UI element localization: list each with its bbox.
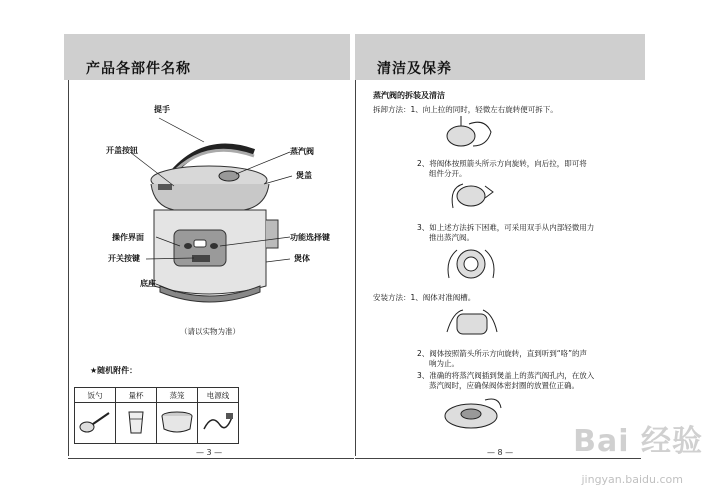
remove-step-2-cont: 组件分开。 bbox=[429, 169, 467, 178]
install-illustration-1 bbox=[443, 304, 503, 344]
remove-illustration-2 bbox=[445, 178, 505, 216]
accessory-steamer-label: 蒸笼 bbox=[157, 388, 198, 403]
label-switch-key: 开关按键 bbox=[108, 254, 140, 263]
accessories-title: ★随机附件： bbox=[90, 366, 138, 375]
left-page-number: — 3 — bbox=[196, 448, 223, 457]
accessory-cord-label: 电源线 bbox=[198, 388, 239, 403]
label-body: 煲体 bbox=[294, 254, 310, 263]
remove-step-2: 2、将阀体按照箭头所示方向旋转，向后拉，即可将 bbox=[417, 159, 587, 168]
install-step-2: 2、阀体按照箭头所示方向旋转，直到听到“咯”的声 bbox=[417, 349, 588, 358]
right-page-number: — 8 — bbox=[487, 448, 514, 457]
install-step-3: 3、准确的将蒸汽阀插到煲盖上的蒸汽阀孔内，在放入 bbox=[417, 371, 595, 380]
accessory-spoon-label: 饭勺 bbox=[75, 388, 116, 403]
remove-step-3-cont: 推出蒸汽阀。 bbox=[429, 233, 474, 242]
watermark-url: jingyan.baidu.com bbox=[581, 473, 683, 486]
right-page-border bbox=[355, 80, 356, 456]
watermark-logo: Bai 经验 bbox=[573, 424, 703, 459]
remove-illustration-1 bbox=[439, 116, 499, 152]
install-step-3-cont: 蒸汽阀时，应确保阀体密封圈的放置位正确。 bbox=[429, 381, 579, 390]
left-page bbox=[64, 34, 350, 464]
label-function-key: 功能选择键 bbox=[290, 233, 330, 242]
install-step-2-cont: 响为止。 bbox=[429, 359, 459, 368]
label-steam-valve: 蒸汽阀 bbox=[290, 147, 314, 156]
right-page bbox=[355, 34, 645, 464]
remove-illustration-3 bbox=[441, 242, 501, 288]
left-page-title: 产品各部件名称 bbox=[86, 61, 191, 77]
label-lid-button: 开盖按钮 bbox=[106, 146, 138, 155]
spoon-image bbox=[75, 403, 116, 444]
remove-step-1: 拆卸方法：1、向上拉的同时，轻微左右旋转便可拆下。 bbox=[373, 105, 558, 114]
cup-image bbox=[116, 403, 157, 444]
accessory-cup-label: 量杯 bbox=[116, 388, 157, 403]
accessories-table bbox=[74, 387, 239, 444]
right-page-title: 清洁及保养 bbox=[377, 61, 452, 77]
steamer-image bbox=[157, 403, 198, 444]
label-base: 底座 bbox=[140, 279, 156, 288]
label-handle: 提手 bbox=[154, 105, 170, 114]
label-control-panel: 操作界面 bbox=[112, 233, 144, 242]
install-step-1: 安装方法：1、阀体对准阀槽。 bbox=[373, 293, 476, 302]
right-subtitle: 蒸汽阀的拆装及清洁 bbox=[373, 91, 445, 100]
power-cord-image bbox=[198, 403, 239, 444]
left-page-bottom-rule bbox=[68, 458, 354, 459]
remove-step-3: 3、如上述方法拆下困难，可采用双手从内部轻微用力 bbox=[417, 223, 595, 232]
rice-cooker-drawing bbox=[64, 34, 350, 334]
install-illustration-2 bbox=[439, 394, 509, 434]
product-note: （请以实物为准） bbox=[180, 327, 240, 336]
label-lid: 煲盖 bbox=[296, 171, 312, 180]
